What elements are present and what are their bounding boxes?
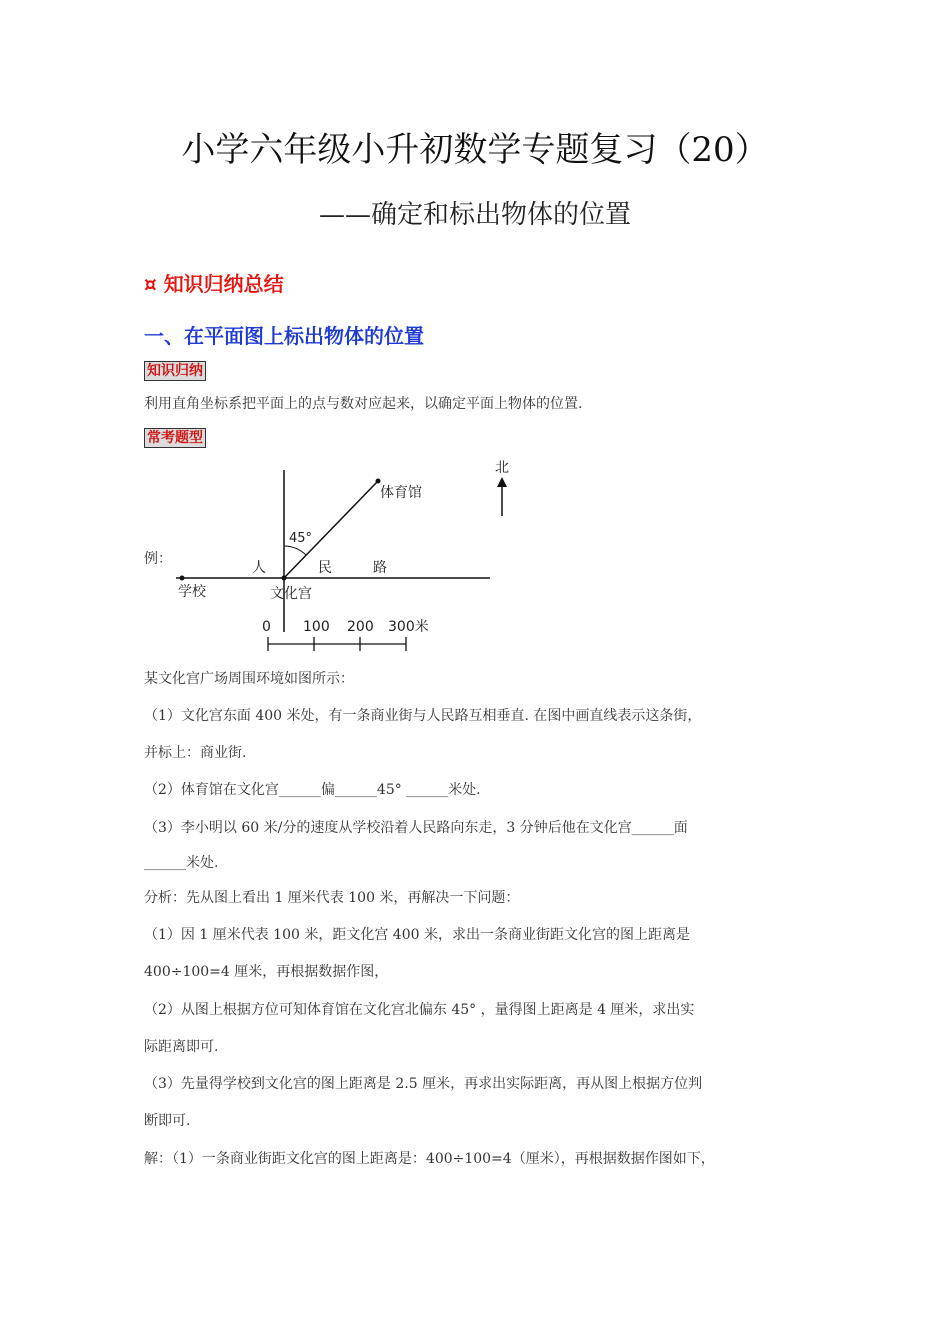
scale-label-100: 100 bbox=[303, 619, 330, 635]
text-line: ______米处. bbox=[144, 855, 219, 871]
north-label: 北 bbox=[495, 460, 509, 476]
knowledge-text: 利用直角坐标系把平面上的点与数对应起来，以确定平面上物体的位置. bbox=[144, 396, 583, 412]
text-line: 并标上：商业街. bbox=[144, 745, 247, 761]
school-label: 学校 bbox=[178, 584, 206, 600]
school-point bbox=[180, 576, 185, 581]
section-heading-one: 一、在平面图上标出物体的位置 bbox=[144, 324, 424, 348]
text-line: （1）因 1 厘米代表 100 米，距文化宫 400 米，求出一条商业街距文化宫的图上距离是 bbox=[144, 927, 690, 943]
text-line: （2）从图上根据方位可知体育馆在文化宫北偏东 45° ，量得图上距离是 4 厘米，求出实 bbox=[144, 1002, 695, 1018]
text-line: 400÷100=4 厘米，再根据数据作图， bbox=[144, 964, 389, 980]
road-char-1: 人 bbox=[252, 560, 266, 576]
scale-label-200: 200 bbox=[347, 619, 374, 635]
road-char-3: 路 bbox=[373, 560, 387, 576]
text-line: （2）体育馆在文化宫______偏______45° ______米处. bbox=[144, 782, 481, 798]
text-line: 分析：先从图上看出 1 厘米代表 100 米，再解决一下问题： bbox=[144, 890, 520, 906]
text-line: 某文化宫广场周围环境如图所示： bbox=[144, 671, 354, 687]
scale-label-0: 0 bbox=[262, 619, 271, 635]
text-line: （3）李小明以 60 米/分的速度从学校沿着人民路向东走，3 分钟后他在文化宫______面 bbox=[144, 820, 688, 836]
tag-knowledge: 知识归纳 bbox=[144, 361, 206, 381]
text-line: （3）先量得学校到文化宫的图上距离是 2.5 厘米，再求出实际距离，再从图上根据方位判 bbox=[144, 1076, 703, 1092]
example-label: 例： bbox=[144, 551, 172, 567]
tag-common-questions: 常考题型 bbox=[144, 428, 206, 448]
angle-label: 45° bbox=[289, 531, 313, 546]
text-line: （1）文化宫东面 400 米处，有一条商业街与人民路互相垂直. 在图中画直线表示这条街， bbox=[144, 708, 702, 724]
page-title: 小学六年级小升初数学专题复习（20） bbox=[181, 130, 769, 170]
position-diagram bbox=[0, 0, 950, 660]
palace-point bbox=[282, 576, 287, 581]
text-line: 断即可. bbox=[144, 1113, 191, 1129]
text-line: 解：（1）一条商业街距文化宫的图上距离是：400÷100=4（厘米），再根据数据作图如下， bbox=[144, 1151, 715, 1167]
stadium-label: 体育馆 bbox=[380, 485, 422, 501]
angle-arc bbox=[284, 546, 306, 555]
section-knowledge-summary: ¤ 知识归纳总结 bbox=[144, 272, 284, 296]
text-line: 际距离即可. bbox=[144, 1039, 219, 1055]
north-arrow-head bbox=[497, 477, 507, 487]
stadium-point bbox=[376, 479, 381, 484]
page-subtitle: ——确定和标出物体的位置 bbox=[318, 200, 631, 230]
palace-label: 文化宫 bbox=[270, 586, 312, 602]
scale-label-300: 300米 bbox=[388, 619, 429, 635]
road-char-2: 民 bbox=[318, 560, 332, 576]
